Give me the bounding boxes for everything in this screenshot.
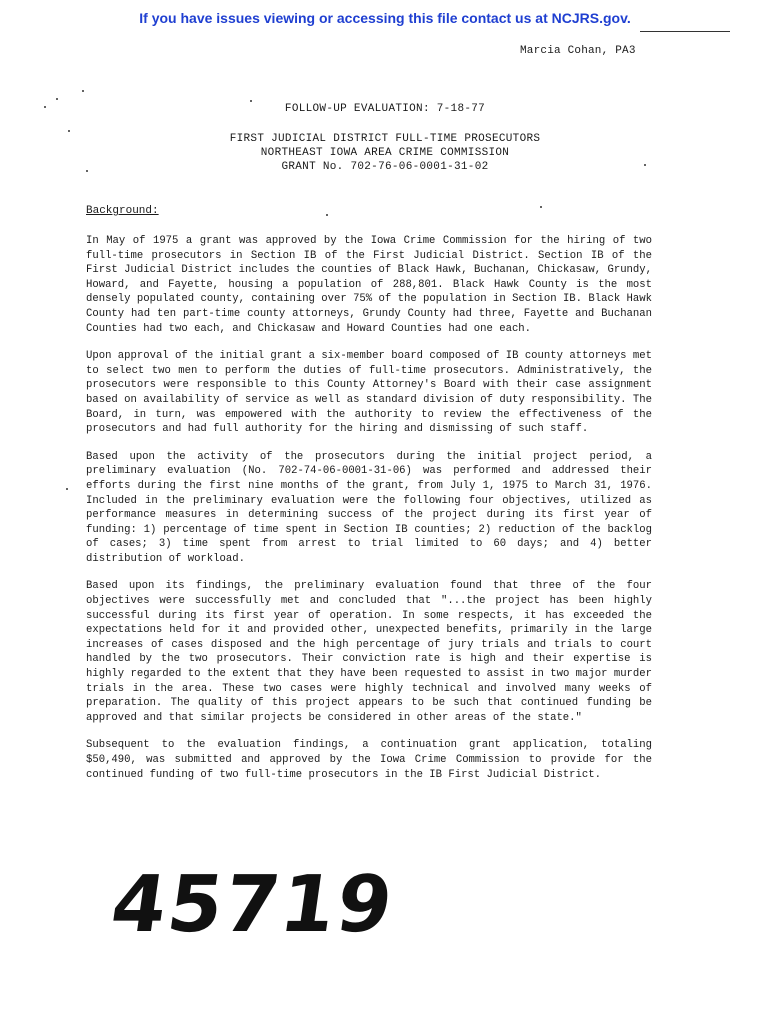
header-line-2: NORTHEAST IOWA AREA CRIME COMMISSION [260, 147, 510, 159]
scan-speck [44, 106, 46, 108]
header-line-1: FIRST JUDICIAL DISTRICT FULL-TIME PROSECUTORS [229, 133, 541, 145]
scan-speck [68, 130, 70, 132]
paragraph-3: Based upon the activity of the prosecutors during the initial project period, a preliminary evaluation (No. 702-74-06-0001-31-06) was performed and addressed their efforts during the first nine months of the grant, from July 1, 1975 to March 31, 1976. Included in the preliminary evaluation were the following four objectives, utilized as performance measures in determining success of the project during its first year of funding: 1) percentage of time spent in Section IB counties; 2) reduction of the backlog of cases; 3) time spent from arrest to trial limited to 60 days; and 4) better distribution of workload. [86, 450, 652, 565]
paragraph-1: In May of 1975 a grant was approved by the Iowa Crime Commission for the hiring of two full-time prosecutors in Section IB of the First Judicial District. Section IB of the First Judicial District includes the counties of Black Hawk, Buchanan, Chickasaw, Grundy, Howard, and Fayette, housing a population of 288,801. Black Hawk County is the most densely populated county, containing over 75% of the population in Section IB. Black Hawk County had ten part-time county attorneys, Grundy County had three, Fayette and Buchanan Counties had two each, and Chickasaw and Howard Counties had one each. [86, 235, 652, 335]
author-line: Marcia Cohan, PA3 [520, 45, 636, 57]
document-title: FOLLOW-UP EVALUATION: 7-18-77 [284, 103, 486, 115]
scan-speck [86, 170, 88, 172]
header-block [0, 132, 770, 174]
paragraph-5: Subsequent to the evaluation findings, a continuation grant application, totaling $50,490, was submitted and approved by the Iowa Crime Commission to provide for the continued funding of two full-time prosecutors in the IB First Judicial District. [86, 739, 652, 781]
scan-speck [326, 214, 328, 216]
body-text [86, 234, 652, 795]
scan-speck [56, 98, 58, 100]
scan-speck [250, 100, 252, 102]
header-line-3: GRANT No. 702-76-06-0001-31-02 [281, 161, 489, 173]
scan-speck [644, 164, 646, 166]
section-heading: Background: [86, 205, 159, 217]
handwritten-accession-number: 45719 [105, 860, 400, 950]
ncjrs-banner: If you have issues viewing or accessing this file contact us at NCJRS.gov. [139, 10, 631, 26]
paragraph-4: Based upon its findings, the preliminary evaluation found that three of the four objectives were successfully met and concluded that "...the project has been highly successful during its first year of operation. In some respects, it has exceeded the expectations held for it and provided other, unexpected benefits, primarily in the large increases of cases disposed and the high percentage of jury trials and trials to court handled by the two prosecutors. Their conviction rate is high and their expertise is highly regarded to the extent that they have been requested to assist in two major murder trials in the area. These two cases were highly technical and involved many weeks of preparation. The quality of this project appears to be such that continued funding be approved and that similar projects be considered in other areas of the state." [86, 580, 652, 724]
paragraph-2: Upon approval of the initial grant a six-member board composed of IB county attorneys met to select two men to perform the duties of full-time prosecutors. Administratively, the prosecutors were responsible to this County Attorney's Board with their case assignment based on availability of service as well as standard division of duty responsibility. The Board, in turn, was empowered with the authority to review the effectiveness of the prosecutors and had full authority for the hiring and dismissing of such staff. [86, 350, 652, 436]
scan-speck [82, 90, 84, 92]
scan-speck [540, 206, 542, 208]
scan-speck [66, 488, 68, 490]
banner-underline [640, 31, 730, 32]
